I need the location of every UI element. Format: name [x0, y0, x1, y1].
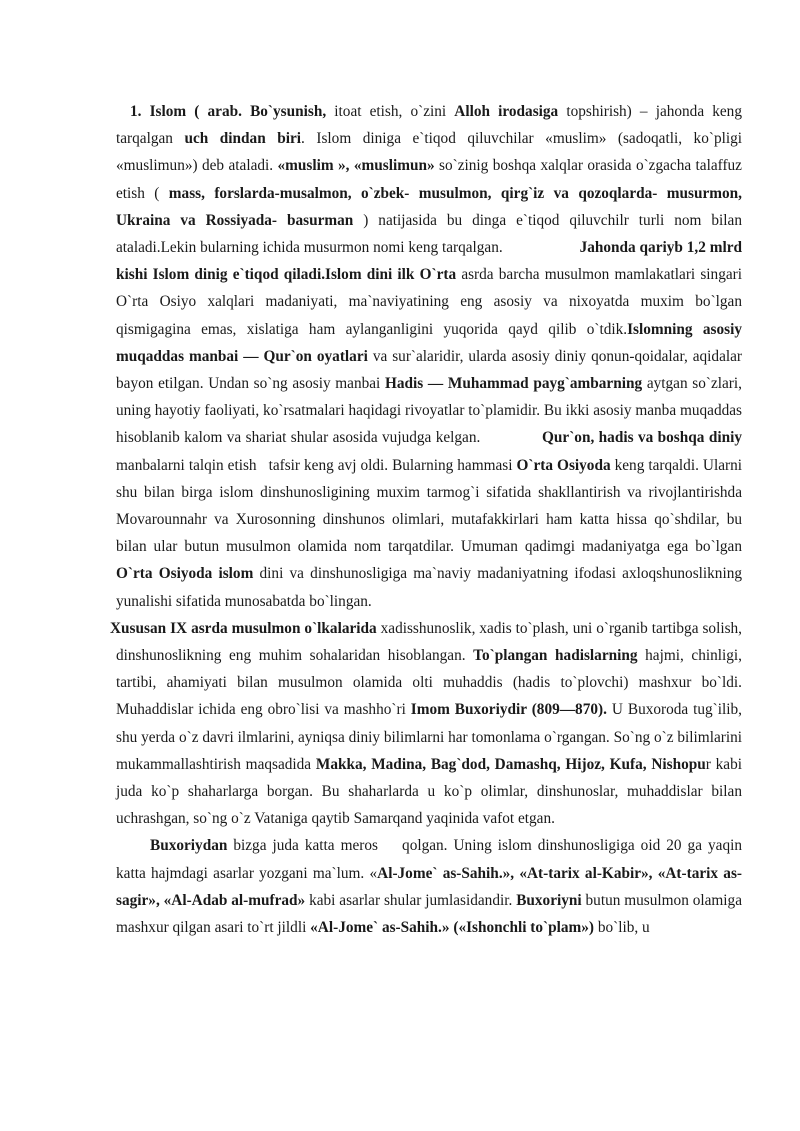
text: butun musulmon olamiga mashxur qilgan asari to`rt jildli	[116, 891, 742, 937]
text-bold: 1. Islom ( arab. Bo`ysunish,	[130, 103, 327, 120]
text-bold: Al-Jome` as-Sahih.», «At-tarix al-Kabir», «At-tarix as-sagir», «Al-Adab al-mufrad»	[116, 864, 742, 909]
text: U Buxoroda tug`ilib, shu yerda o`z davri ilmlarini, ayniqsa diniy bilimlarni har tomonlama o`rgangan. So`ng o`z bilimlarini mukammallashtirish maqsadida	[116, 701, 742, 773]
text: so`zinig boshqa xalqlar orasida o`zgacha talaffuz etish (	[116, 157, 742, 202]
text-bold: Buxoriyni	[516, 891, 582, 909]
text: bo`lib, u	[594, 919, 650, 937]
text: itoat etish, o`zini	[326, 103, 455, 120]
text-bold: Makka, Madina, Bag`dod, Damashq, Hijoz, Kufa, Nishopu	[315, 755, 706, 773]
text: r kabi juda ko`p shaharlarga borgan. Bu shaharlarda u ko`p olimlar, dinshunoslar, muhaddislar bilan uchrashgan, so`ng o`z Vataniga qaytib Samarqand yaqinida vafot etgan.	[116, 755, 742, 828]
text-bold: To`plangan hadislarning	[473, 647, 638, 665]
text: . Islom diniga e`tiqod qiluvchilar «muslim» (sadoqatli, ko`pligi «muslimun») deb ataladi.	[116, 130, 742, 175]
text: hajmi, chinligi, tartibi, ahamiyati bilan musulmon olamida olti muhaddis (hadis to`plovchi) mashxur bo`ldi. Muhaddislar ichida eng obro`lisi va mashho`ri	[116, 647, 742, 719]
text: topshirish) – jahonda keng tarqalgan	[116, 103, 742, 148]
text: keng tarqaldi. Ularni shu bilan birga islom dinshunosligining muxim tarmog`i sifatida shakllantirish va rivojlantirishda Movarounnahr va Xurosonning dinshunos olimlari, mutafakkirlari ham katta hissa qo`shdilar, bu bilan ular butun musulmon olamida nom tarqatdilar. Umuman qadimgi madaniyatga ega bo`lgan	[116, 456, 742, 556]
text-bold: Imom Buxoriydir (809—870).	[410, 701, 607, 719]
text-bold: Qur`on, hadis va boshqa diniy	[542, 429, 742, 447]
text: ) natijasida bu dinga e`tiqod qiluvchilr turli nom bilan ataladi.Lekin bularning ichida musurmon nomi keng tarqalgan.	[116, 211, 746, 257]
text-bold: O`rta Osiyoda islom	[116, 565, 254, 583]
text: manbalarni talqin etish tafsir keng avj oldi. Bularning hammasi	[116, 429, 746, 474]
paragraph-islom-intro	[116, 98, 746, 615]
text-bold: uch dindan biri	[184, 130, 302, 148]
text: dini va dinshunosligiga ma`naviy madaniyatning ifodasi axloqshunoslikning yunalishi sifatida munosabatda bo`lingan.	[116, 565, 742, 610]
text-bold: Islomning asosiy muqaddas manbai — Qur`on oyatlari	[116, 320, 742, 365]
document-page	[110, 98, 746, 941]
text: va sur`alaridir, ularda asosiy diniy qonun-qoidalar, aqidalar bayon etilgan. Undan so`ng asosiy manbai	[116, 347, 742, 393]
text-bold: O`rta Osiyoda	[516, 456, 611, 474]
paragraph-buxoriy-legacy	[116, 832, 746, 941]
text-bold: Buxoriydan	[150, 837, 228, 855]
text: xadisshunoslik, xadis to`plash, uni o`rganib tartibga solish, dinshunoslikning eng muhim sohalaridan hisoblangan.	[116, 619, 742, 665]
text-bold: Xususan IX asrda musulmon o`lkalarida	[110, 619, 377, 637]
text: kabi asarlar shular jumlasidandir.	[305, 891, 517, 909]
text: aytgan so`zlari, uning hayotiy faoliyati, ko`rsatmalari haqidagi rivoyatlar to`plamidir. Bu ikki asosiy manba muqaddas hisoblanib kalom va shariat shular asosida vujudga kelgan.	[116, 375, 746, 447]
text-bold: mass, forslarda-musalmon, o`zbek- musulmon, qirg`iz va qozoqlarda- musurmon, Ukraina va Rossiyada- basurman	[116, 184, 742, 229]
text: asrda barcha musulmon mamlakatlari singari O`rta Osiyo xalqlari madaniyati, ma`naviyatining eng asosiy va nixoyatda muxim bo`lgan qismigagina emas, xislatiga ham aylanganligini yuqorida qayd qilib o`tdik.	[116, 266, 742, 338]
text-bold: Jahonda qariyb 1,2 mlrd kishi Islom dinig e`tiqod qiladi.Islom dini ilk O`rta	[116, 239, 742, 284]
text-bold: Alloh irodasiga	[454, 103, 559, 120]
text-bold: Hadis — Muhammad payg`ambarning	[384, 375, 643, 393]
text: bizga juda katta meros qolgan. Uning islom dinshunosligiga oid 20 ga yaqin katta hajmdagi asarlar yozgani ma`lum. «	[116, 837, 746, 882]
text-bold: «Al-Jome` as-Sahih.» («Ishonchli to`plam»)	[310, 919, 595, 937]
paragraph-hadith-studies	[110, 615, 742, 833]
text-bold: «muslim », «muslimun»	[277, 157, 435, 175]
